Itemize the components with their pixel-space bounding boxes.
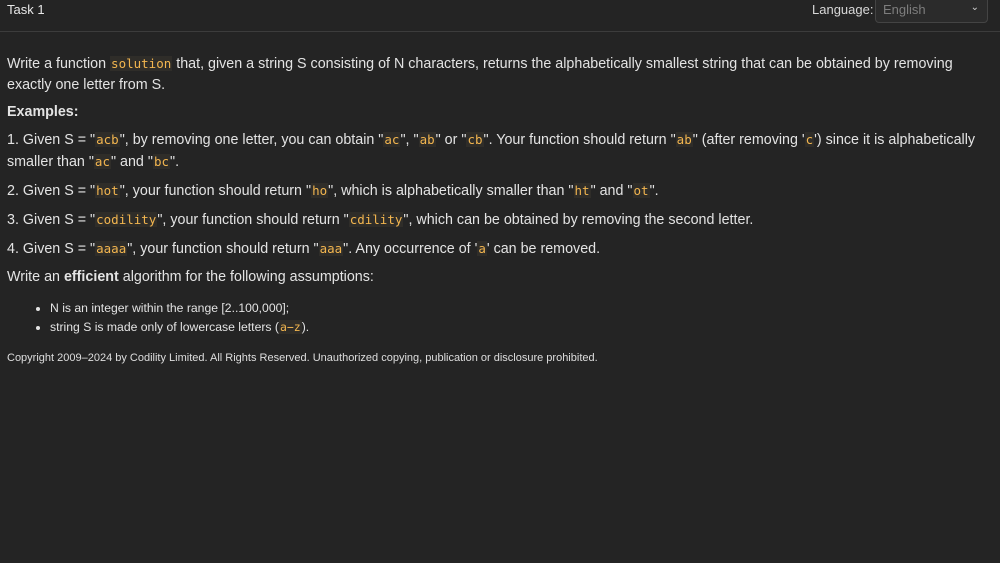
example-text: ", which is alphabetically smaller than " — [328, 183, 574, 199]
statement-intro — [7, 53, 982, 96]
example-code: ab — [419, 132, 435, 147]
example-text: ') since it is alphabetically smaller than " — [7, 132, 976, 170]
example-text: 3. Given S = " — [7, 212, 96, 228]
assumption-item — [50, 318, 982, 337]
example-code: aaaa — [96, 241, 127, 256]
assumptions-list — [7, 299, 982, 337]
assumptions-intro — [7, 267, 982, 288]
assumption-text: ). — [301, 320, 310, 334]
chevron-down-icon: ⌄ — [970, 2, 979, 13]
example-text: ", your function should return " — [157, 212, 349, 228]
examples-heading: Examples: — [7, 104, 79, 120]
example-1 — [7, 129, 982, 173]
example-code: acb — [96, 132, 119, 147]
example-text: ", your function should return " — [127, 241, 319, 257]
copyright-notice: Copyright 2009–2024 by Codility Limited. All Rights Reserved. Unauthorized copying, publication or disclosure prohibited. — [7, 352, 598, 364]
assumption-code: a−z — [279, 320, 301, 334]
example-code: ac — [94, 154, 110, 169]
example-text: ". — [170, 154, 180, 170]
intro-text-2: that, given a string S consisting of N characters, returns the alphabetically smallest string that can be obtained by removing exactly one letter from S. — [7, 56, 953, 93]
example-code: ab — [676, 132, 692, 147]
example-code: ot — [633, 183, 649, 198]
example-code: codility — [96, 212, 157, 227]
language-select-value: English — [883, 2, 926, 17]
example-text: ", by removing one letter, you can obtain " — [119, 132, 384, 148]
example-text: ", which can be obtained by removing the second letter. — [403, 212, 754, 228]
example-text: 4. Given S = " — [7, 241, 96, 257]
assumption-text: string S is made only of lowercase letters ( — [50, 320, 279, 334]
example-text: " or " — [435, 132, 467, 148]
example-text: ". Your function should return " — [483, 132, 676, 148]
task-title: Task 1 — [7, 2, 45, 17]
example-code: hot — [96, 183, 119, 198]
function-name-code: solution — [111, 56, 172, 71]
task-header — [0, 0, 1000, 32]
example-text: ", " — [400, 132, 419, 148]
example-2 — [7, 180, 982, 202]
example-4 — [7, 238, 982, 260]
language-select[interactable] — [875, 0, 988, 23]
example-text: " and " — [590, 183, 633, 199]
example-3 — [7, 209, 982, 231]
example-code: ho — [312, 183, 328, 198]
example-code: aaa — [319, 241, 343, 256]
example-code: cdility — [349, 212, 403, 227]
example-text: ", your function should return " — [119, 183, 312, 199]
example-text: 1. Given S = " — [7, 132, 96, 148]
task-statement — [7, 53, 982, 337]
example-text: ". — [649, 183, 659, 199]
example-text: ". Any occurrence of ' — [343, 241, 478, 257]
example-code: a — [478, 241, 486, 256]
example-text: ' can be removed. — [486, 241, 601, 257]
example-code: c — [805, 132, 814, 147]
assumptions-text-1: Write an — [7, 269, 64, 285]
example-text: 2. Given S = " — [7, 183, 96, 199]
example-code: bc — [153, 154, 169, 169]
example-code: cb — [467, 132, 483, 147]
example-text: " and " — [110, 154, 153, 170]
assumption-item: • N is an integer within the range [2..100,000]; — [50, 299, 982, 318]
example-code: ac — [384, 132, 400, 147]
assumptions-text-2: algorithm for the following assumptions: — [118, 269, 374, 285]
assumptions-emphasis: efficient — [63, 269, 119, 285]
example-text: " (after removing ' — [692, 132, 805, 148]
intro-text-1: Write a function — [7, 56, 111, 72]
example-code: ht — [574, 183, 590, 198]
language-label: Language: — [812, 2, 874, 17]
